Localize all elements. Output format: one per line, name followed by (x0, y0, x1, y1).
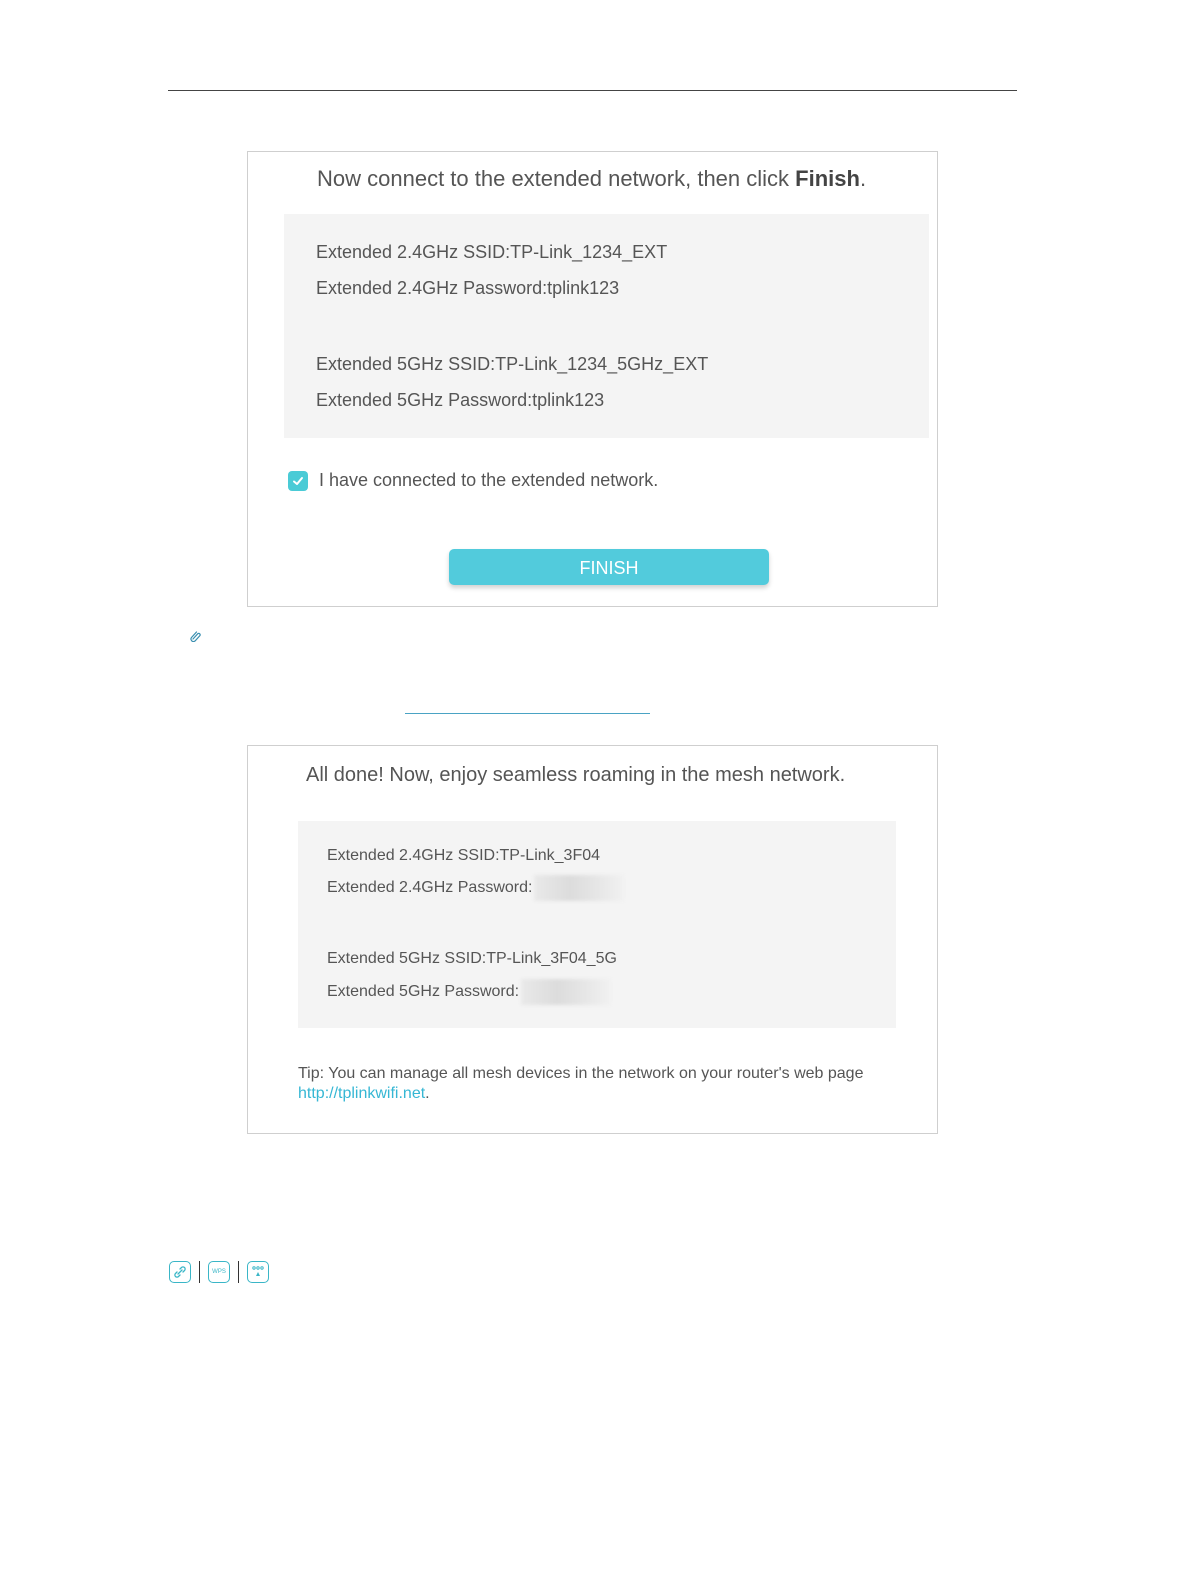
connect-extended-panel (247, 151, 938, 607)
method-icons (169, 1261, 269, 1283)
panel2-title: All done! Now, enjoy seamless roaming in the mesh network. (306, 764, 846, 786)
link-icon (169, 1261, 191, 1283)
hidden-password (521, 979, 611, 1005)
icon-separator (199, 1261, 200, 1283)
ssid-5ghz: Extended 5GHz SSID:TP-Link_1234_5GHz_EXT (316, 354, 709, 374)
connected-confirmation[interactable] (288, 470, 658, 491)
top-divider (168, 90, 1017, 91)
power-icon (247, 1261, 269, 1283)
router-web-link[interactable]: http://tplinkwifi.net (298, 1085, 426, 1102)
panel1-title: Now connect to the extended network, then click Finish. (317, 166, 867, 191)
mesh-password-5ghz: Extended 5GHz Password: (327, 979, 611, 1005)
paperclip-icon (190, 630, 202, 642)
password-24ghz: Extended 2.4GHz Password:tplink123 (316, 278, 620, 298)
password-5ghz: Extended 5GHz Password:tplink123 (316, 390, 605, 410)
finish-button[interactable]: FINISH (449, 549, 769, 585)
section-divider (405, 713, 650, 714)
mesh-ssid-5ghz: Extended 5GHz SSID:TP-Link_3F04_5G (327, 950, 617, 967)
extended-network-info (284, 214, 929, 438)
connected-checkbox-label: I have connected to the extended network. (319, 470, 659, 490)
hidden-password (534, 875, 624, 901)
checkmark-icon (291, 474, 305, 488)
all-done-panel (247, 745, 938, 1134)
connected-checkbox[interactable] (288, 471, 308, 491)
ssid-24ghz: Extended 2.4GHz SSID:TP-Link_1234_EXT (316, 242, 668, 262)
tip-text: Tip: You can manage all mesh devices in the network on your router's web page http://tplinkwifi.net. (298, 1065, 864, 1102)
wps-icon: WPS (208, 1261, 230, 1283)
mesh-network-info (298, 821, 896, 1028)
mesh-password-24ghz: Extended 2.4GHz Password: (327, 875, 624, 901)
icon-separator (238, 1261, 239, 1283)
mesh-ssid-24ghz: Extended 2.4GHz SSID:TP-Link_3F04 (327, 847, 601, 864)
